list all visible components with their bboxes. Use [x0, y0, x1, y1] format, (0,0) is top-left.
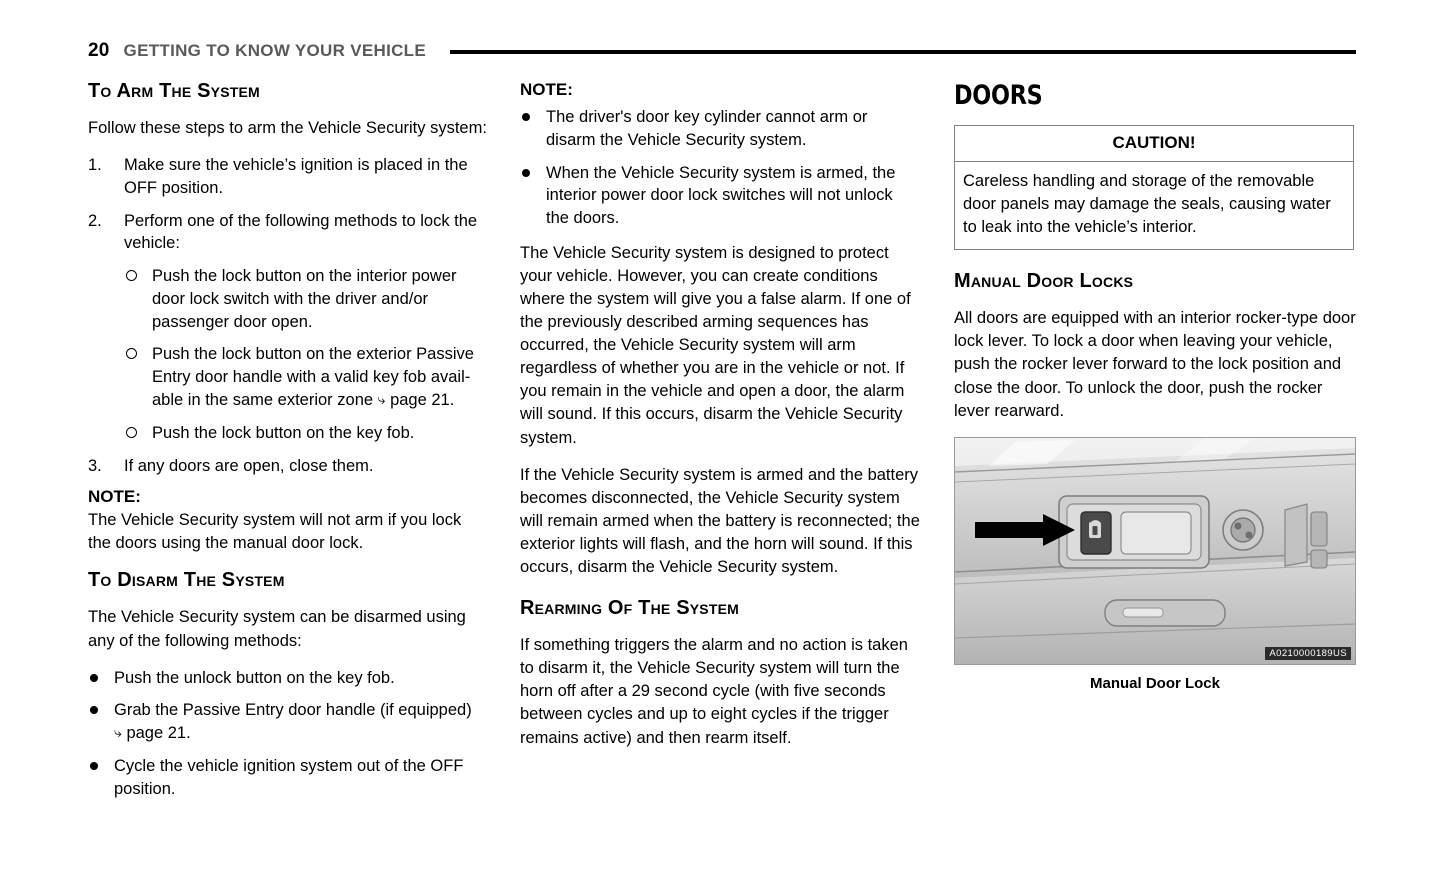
heading-to-disarm-the-system: To Disarm The System	[88, 569, 285, 592]
manual-door-lock-figure	[954, 437, 1356, 692]
caution-text: Careless handling and storage of the removable door panels may damage the seals, causing water to leak into the vehicle’s interior.	[963, 172, 1331, 237]
header-rule	[450, 50, 1356, 54]
hollow-bullet-icon	[126, 427, 137, 438]
step-text: Make sure the vehicle’s ignition is placed in the OFF position.	[124, 156, 468, 197]
substep-text: Push the lock button on the interior power door lock switch with the driver and/or passenger door open.	[152, 267, 457, 331]
cross-reference-label: page 21.	[390, 390, 455, 409]
battery-disconnect-paragraph: If the Vehicle Security system is armed and the battery becomes disconnected, the Vehicle Security system will remain armed when the battery is reconnected; the exterior lights will flash, and the horn will sound. If this occurs, disarm the Vehicle Security system.	[520, 465, 920, 577]
step-number: 2.	[88, 211, 102, 230]
bullet-icon	[90, 706, 98, 714]
bullet-icon	[90, 674, 98, 682]
manual-door-locks-paragraph: All doors are equipped with an interior rocker-type door lock lever. To lock a door when leaving your vehicle, push the rocker lever forward to the lock position and close the door. To unlock the door, push the rocker lever rearward.	[954, 309, 1356, 420]
note-text: The Vehicle Security system will not arm if you lock the doors using the manual door lock.	[88, 511, 462, 553]
note-bullets-list	[520, 106, 920, 230]
caution-box	[954, 125, 1354, 250]
column-right	[954, 80, 1356, 692]
security-system-paragraph: The Vehicle Security system is designed to protect your vehicle. However, you can create conditions where the system will give you a false alarm. If one of the previously described arming sequences has occurred, the Vehicle Security system will arm regardless of whether you are in the vehicle or not. If you remain in the vehicle and open a door, the alarm will sound. If this occurs, disarm the Vehicle Security system.	[520, 243, 911, 447]
hollow-bullet-icon	[126, 348, 137, 359]
bullet-icon	[522, 169, 530, 177]
disarm-intro-paragraph: The Vehicle Security system can be disarmed using any of the following methods:	[88, 608, 466, 650]
cross-reference	[114, 724, 191, 742]
bullet-text: Cycle the vehicle ignition system out of the OFF position.	[114, 756, 464, 798]
step-text: Perform one of the following methods to lock the vehicle:	[124, 211, 478, 253]
cross-reference-label: page 21.	[126, 724, 191, 743]
figure-caption: Manual Door Lock	[1089, 674, 1220, 692]
rearming-paragraph: If something triggers the alarm and no action is taken to disarm it, the Vehicle Security system will turn the horn off after a 29 second cycle (with five seconds between cycles and up to eight cycles if the trigger remains active) and then rearm itself.	[520, 636, 908, 747]
note-label: NOTE:	[520, 80, 573, 99]
list-item	[88, 699, 488, 745]
list-item	[88, 210, 488, 445]
step-text: If any doors are open, close them.	[124, 456, 374, 475]
heading-to-arm-the-system: To Arm The System	[88, 80, 260, 102]
substep-text: Push the lock button on the key fob.	[152, 423, 415, 442]
door-panel-illustration	[955, 438, 1355, 664]
list-item	[124, 343, 488, 411]
substep-text: Push the lock button on the exterior Passive Entry door handle with a valid key fob avail-able in the same exterior zone	[152, 345, 474, 409]
caution-title: CAUTION!	[955, 126, 1353, 162]
list-item	[124, 265, 488, 333]
list-item	[124, 422, 488, 445]
list-item	[88, 667, 488, 690]
bullet-text: The driver's door key cylinder cannot arm or disarm the Vehicle Security system.	[546, 108, 868, 149]
step-number: 3.	[88, 456, 102, 475]
hollow-bullet-icon	[126, 270, 137, 281]
arm-intro-paragraph: Follow these steps to arm the Vehicle Security system:	[88, 119, 487, 137]
step-number: 1.	[88, 156, 102, 175]
arm-steps-list	[88, 154, 488, 477]
page-header	[88, 38, 1356, 64]
figure-code: A0210000189US	[1265, 647, 1351, 660]
list-item	[88, 755, 488, 801]
bullet-text: Grab the Passive Entry door handle (if equipped)	[114, 701, 472, 720]
page-reference-icon: ⤷	[114, 725, 122, 742]
list-item	[88, 455, 488, 478]
figure-image	[954, 437, 1356, 665]
heading-rearming-of-the-system: Rearming Of The System	[520, 597, 739, 620]
page-reference-icon: ⤷	[377, 391, 386, 408]
arm-substeps-list	[124, 265, 488, 444]
note-label: NOTE:	[88, 487, 141, 507]
heading-manual-door-locks: Manual Door Locks	[954, 270, 1134, 293]
chapter-title: GETTING TO KNOW YOUR VEHICLE	[123, 41, 427, 60]
bullet-text: When the Vehicle Security system is armed, the interior power door lock switches will not unlock the doors.	[546, 163, 896, 228]
heading-doors: DOORS	[954, 80, 1043, 111]
bullet-text: Push the unlock button on the key fob.	[114, 668, 395, 687]
page-number: 20	[88, 40, 110, 61]
column-left	[88, 80, 488, 812]
bullet-icon	[90, 762, 98, 770]
list-item	[520, 162, 920, 230]
list-item	[520, 106, 920, 152]
disarm-methods-list	[88, 667, 488, 801]
cross-reference	[378, 391, 455, 409]
column-middle	[520, 80, 920, 764]
bullet-icon	[522, 113, 530, 121]
list-item	[88, 154, 488, 200]
